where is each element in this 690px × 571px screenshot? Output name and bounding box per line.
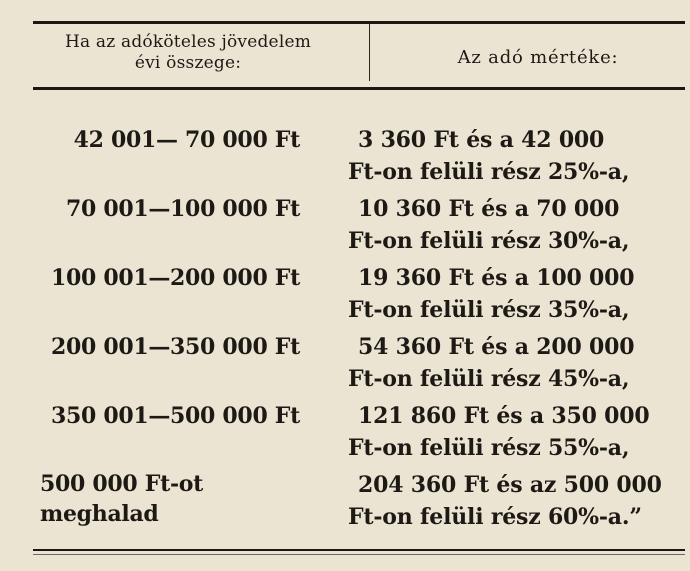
tax-line2: Ft-on felüli rész 60%-a.” bbox=[348, 504, 642, 530]
table-row bbox=[0, 469, 690, 538]
tax-rate bbox=[330, 262, 670, 326]
tax-line2: Ft-on felüli rész 35%-a, bbox=[348, 297, 630, 323]
top-rule bbox=[33, 21, 685, 24]
tax-rate bbox=[330, 193, 670, 257]
tax-line2: Ft-on felüli rész 45%-a, bbox=[348, 366, 630, 392]
table-row bbox=[0, 400, 690, 469]
income-header-line2: évi összege: bbox=[134, 53, 242, 73]
header-rule bbox=[33, 87, 685, 90]
table-body bbox=[0, 124, 690, 538]
tax-line2: Ft-on felüli rész 30%-a, bbox=[348, 228, 630, 254]
income-range: 70 001—100 000 Ft bbox=[65, 196, 300, 222]
tax-column-header: Az adó mértéke: bbox=[457, 47, 619, 68]
header-divider bbox=[369, 24, 370, 81]
tax-line2: Ft-on felüli rész 25%-a, bbox=[348, 159, 630, 185]
tax-line1: 121 860 Ft és a 350 000 bbox=[358, 403, 650, 429]
income-range bbox=[40, 469, 300, 529]
table-header bbox=[33, 32, 685, 84]
income-range: 42 001— 70 000 Ft bbox=[73, 127, 300, 153]
income-range-line2: meghalad bbox=[40, 501, 159, 527]
table-row bbox=[0, 124, 690, 193]
tax-rate bbox=[330, 469, 670, 533]
tax-rate bbox=[330, 331, 670, 395]
income-column-header bbox=[33, 32, 343, 74]
income-range-line1: 500 000 Ft-ot bbox=[40, 471, 204, 497]
tax-rate bbox=[330, 124, 670, 188]
tax-line1: 19 360 Ft és a 100 000 bbox=[358, 265, 635, 291]
bottom-rule-thin bbox=[33, 554, 685, 555]
income-range: 100 001—200 000 Ft bbox=[50, 265, 300, 291]
table-row bbox=[0, 331, 690, 400]
table-row bbox=[0, 262, 690, 331]
tax-rate bbox=[330, 400, 670, 464]
tax-line1: 204 360 Ft és az 500 000 bbox=[358, 472, 662, 498]
income-header-line1: Ha az adóköteles jövedelem bbox=[64, 32, 312, 52]
income-range: 350 001—500 000 Ft bbox=[50, 403, 300, 429]
tax-line1: 3 360 Ft és a 42 000 bbox=[358, 127, 605, 153]
bottom-rule bbox=[33, 549, 685, 551]
income-range: 200 001—350 000 Ft bbox=[50, 334, 300, 360]
table-row bbox=[0, 193, 690, 262]
tax-line1: 10 360 Ft és a 70 000 bbox=[358, 196, 620, 222]
tax-line2: Ft-on felüli rész 55%-a, bbox=[348, 435, 630, 461]
tax-line1: 54 360 Ft és a 200 000 bbox=[358, 334, 635, 360]
